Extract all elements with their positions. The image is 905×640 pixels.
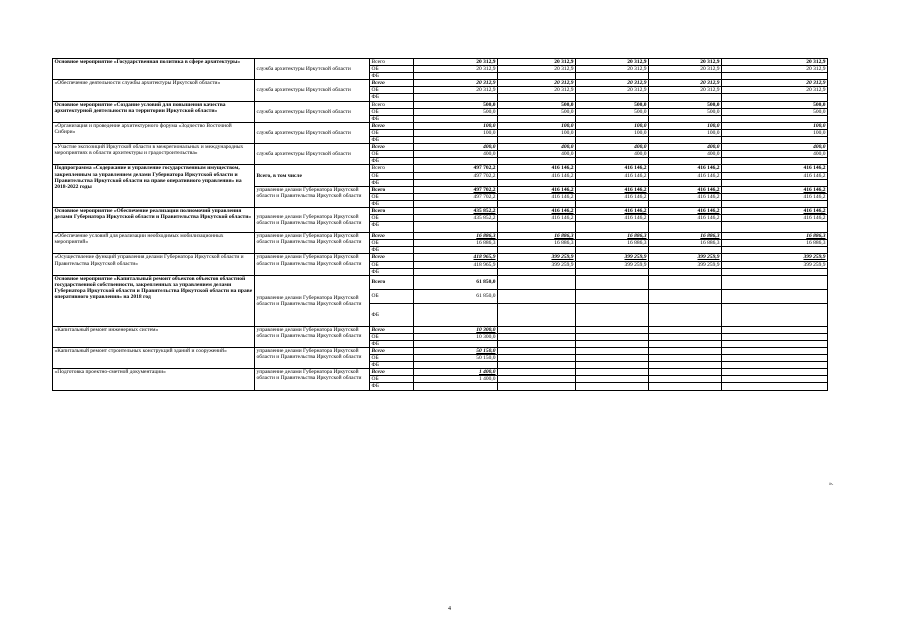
- amount-cell: 416 146,2: [498, 172, 576, 179]
- funding-source: ОБ: [370, 376, 414, 383]
- amount-cell: 20 312,9: [649, 59, 722, 66]
- amount-cell: 416 146,2: [649, 186, 722, 193]
- end-quote-mark: ».: [829, 481, 834, 487]
- amount-cell: 20 312,9: [414, 59, 498, 66]
- funding-source: ФБ: [370, 383, 414, 390]
- amount-cell: 399 259,9: [649, 254, 722, 261]
- amount-cell: 10 300,0: [414, 333, 498, 340]
- amount-cell: 500,0: [649, 101, 722, 108]
- funding-source: Всего: [370, 101, 414, 108]
- amount-cell: 400,0: [722, 151, 828, 158]
- responsible-executor: служба архитектуры Иркутской области: [255, 80, 370, 101]
- funding-source: ФБ: [370, 222, 414, 233]
- funding-source: ФБ: [370, 115, 414, 122]
- amount-cell: 435 852,2: [414, 215, 498, 222]
- amount-cell: 416 146,2: [498, 207, 576, 214]
- responsible-executor: служба архитектуры Иркутской области: [255, 101, 370, 122]
- responsible-executor: управление делами Губернатора Иркутской области и Правительства Иркутской области: [255, 326, 370, 347]
- amount-cell: 16 886,3: [414, 233, 498, 240]
- funding-source: ОБ: [370, 66, 414, 73]
- responsible-executor: управление делами Губернатора Иркутской области и Правительства Иркутской области: [255, 207, 370, 232]
- amount-cell: 416 146,2: [722, 186, 828, 193]
- responsible-executor: управление делами Губернатора Иркутской области и Правительства Иркутской области: [255, 369, 370, 390]
- amount-cell: 20 312,9: [722, 80, 828, 87]
- amount-cell: 1 400,0: [414, 376, 498, 383]
- activity-label: «Подготовка проектно-сметной документации»: [53, 369, 255, 390]
- amount-cell: 20 312,9: [498, 66, 576, 73]
- funding-source: ОБ: [370, 129, 414, 136]
- amount-cell: 416 146,2: [498, 215, 576, 222]
- table-row: [53, 101, 828, 108]
- amount-cell: 50 150,0: [414, 355, 498, 362]
- table-row: [53, 254, 828, 261]
- amount-cell: 400,0: [649, 151, 722, 158]
- funding-source: ОБ: [370, 108, 414, 115]
- amount-cell: 416 146,2: [722, 193, 828, 200]
- responsible-executor: служба архитектуры Иркутской области: [255, 59, 370, 80]
- activity-label: «Обеспечение условий для реализации необходимых мобилизационных мероприятий»: [53, 233, 255, 254]
- budget-table: [52, 58, 828, 391]
- amount-cell: 20 312,9: [576, 59, 649, 66]
- amount-cell: 399 259,9: [649, 261, 722, 268]
- funding-source: ОБ: [370, 289, 414, 303]
- funding-source: Всего: [370, 165, 414, 172]
- amount-cell: 400,0: [576, 151, 649, 158]
- amount-cell: 399 259,9: [722, 261, 828, 268]
- funding-source: Всего: [370, 275, 414, 289]
- funding-source: ФБ: [370, 137, 414, 144]
- amount-cell: 20 312,9: [649, 66, 722, 73]
- amount-cell: 20 312,9: [649, 80, 722, 87]
- amount-cell: 500,0: [576, 108, 649, 115]
- amount-cell: 416 146,2: [498, 193, 576, 200]
- funding-source: Всего: [370, 186, 414, 193]
- funding-source: Всего: [370, 122, 414, 129]
- table-row: [53, 144, 828, 151]
- amount-cell: 416 146,2: [722, 207, 828, 214]
- amount-cell: 435 852,2: [414, 207, 498, 214]
- funding-source: Всего: [370, 326, 414, 333]
- amount-cell: 20 312,9: [414, 66, 498, 73]
- responsible-executor: служба архитектуры Иркутской области: [255, 122, 370, 143]
- table-row: [53, 165, 828, 172]
- amount-cell: 100,0: [649, 122, 722, 129]
- amount-cell: 50 150,0: [414, 348, 498, 355]
- funding-source: ФБ: [370, 73, 414, 80]
- amount-cell: 416 146,2: [576, 186, 649, 193]
- responsible-executor: управление делами Губернатора Иркутской области и Правительства Иркутской области: [255, 254, 370, 275]
- table-row: [53, 122, 828, 129]
- page-number: 4: [448, 606, 451, 612]
- amount-cell: 497 702,2: [414, 193, 498, 200]
- amount-cell: 418 965,9: [414, 254, 498, 261]
- amount-cell: 400,0: [576, 144, 649, 151]
- amount-cell: 20 312,9: [576, 87, 649, 94]
- amount-cell: 61 850,0: [414, 289, 498, 303]
- funding-source: Всего: [370, 348, 414, 355]
- funding-source: Всего: [370, 144, 414, 151]
- amount-cell: 416 146,2: [722, 215, 828, 222]
- amount-cell: 100,0: [722, 129, 828, 136]
- amount-cell: 500,0: [414, 101, 498, 108]
- table-row: [53, 233, 828, 240]
- subprogram-label: Подпрограмма «Содержание и управление государственным имуществом, закрепленным за управлением делами Губернатора Иркутской области и Правительства Иркутской области на праве оперативного управления» на 2018-2022 годы: [53, 165, 255, 208]
- funding-source: ОБ: [370, 261, 414, 268]
- amount-cell: 399 259,9: [576, 261, 649, 268]
- amount-cell: 100,0: [498, 129, 576, 136]
- funding-source: ОБ: [370, 215, 414, 222]
- amount-cell: 16 886,3: [498, 233, 576, 240]
- amount-cell: 100,0: [414, 122, 498, 129]
- amount-cell: 418 965,9: [414, 261, 498, 268]
- activity-label: «Организация и проведение архитектурного форума «Зодчество Восточной Сибири»: [53, 122, 255, 143]
- funding-source: Всего: [370, 80, 414, 87]
- amount-cell: 416 146,2: [576, 215, 649, 222]
- amount-cell: 20 312,9: [498, 80, 576, 87]
- amount-cell: 497 702,2: [414, 172, 498, 179]
- amount-cell: 16 886,3: [498, 240, 576, 247]
- amount-cell: 416 146,2: [498, 165, 576, 172]
- amount-cell: 100,0: [498, 122, 576, 129]
- amount-cell: 399 259,9: [722, 254, 828, 261]
- amount-cell: 100,0: [576, 122, 649, 129]
- funding-source: Всего: [370, 369, 414, 376]
- amount-cell: 416 146,2: [722, 172, 828, 179]
- amount-cell: 416 146,2: [649, 193, 722, 200]
- amount-cell: 416 146,2: [576, 165, 649, 172]
- amount-cell: 500,0: [722, 101, 828, 108]
- amount-cell: 416 146,2: [576, 193, 649, 200]
- amount-cell: 20 312,9: [414, 80, 498, 87]
- responsible-executor: управление делами Губернатора Иркутской области и Правительства Иркутской области: [255, 186, 370, 207]
- activity-label: «Участие экспозиций Иркутской области в межрегиональных и международных мероприятиях в области архитектуры и градостроительства»: [53, 144, 255, 165]
- funding-source: Всего: [370, 233, 414, 240]
- funding-source: Всего: [370, 59, 414, 66]
- funding-source: ФБ: [370, 247, 414, 254]
- amount-cell: 20 312,9: [414, 87, 498, 94]
- activity-label: «Обеспечение деятельности службы архитектуры Иркутской области»: [53, 80, 255, 101]
- amount-cell: 497 702,2: [414, 186, 498, 193]
- funding-source: ОБ: [370, 193, 414, 200]
- funding-source: Всего: [370, 207, 414, 214]
- table-row: [53, 348, 828, 355]
- amount-cell: 16 886,3: [649, 233, 722, 240]
- amount-cell: 500,0: [576, 101, 649, 108]
- funding-source: ФБ: [370, 158, 414, 165]
- activity-label: «Осуществление функций управления делами Губернатора Иркутской области и Правительства Иркутской области»: [53, 254, 255, 275]
- amount-cell: 16 886,3: [649, 240, 722, 247]
- table-row: [53, 326, 828, 333]
- table-row: [53, 369, 828, 376]
- amount-cell: 400,0: [649, 144, 722, 151]
- activity-label: Основное мероприятие «Капитальный ремонт объектов объектов областной государственной собственности, закрепленных за управлением делами Губернатора Иркутской области и Правительства Иркутской области на праве оперативного управления» на 2018 год: [53, 275, 255, 326]
- funding-source: ОБ: [370, 151, 414, 158]
- amount-cell: 400,0: [498, 151, 576, 158]
- table-row: [53, 207, 828, 214]
- amount-cell: 1 400,0: [414, 369, 498, 376]
- amount-cell: 416 146,2: [576, 172, 649, 179]
- responsible-executor: управление делами Губернатора Иркутской области и Правительства Иркутской области: [255, 233, 370, 254]
- amount-cell: 100,0: [649, 129, 722, 136]
- amount-cell: 20 312,9: [722, 66, 828, 73]
- activity-label: Основное мероприятие «Создание условий для повышения качества архитектурной деятельности на территории Иркутской области»: [53, 101, 255, 122]
- activity-label: «Капитальный ремонт строительных конструкций зданий и сооружений»: [53, 348, 255, 369]
- amount-cell: 416 146,2: [649, 215, 722, 222]
- activity-label: Основное мероприятие «Обеспечение реализации полномочий управления делами Губернатора Иркутской области и Правительства Иркутской области»: [53, 207, 255, 232]
- amount-cell: 20 312,9: [576, 66, 649, 73]
- amount-cell: 16 886,3: [576, 233, 649, 240]
- amount-cell: 16 886,3: [414, 240, 498, 247]
- amount-cell: 20 312,9: [722, 59, 828, 66]
- responsible-executor: Всего, в том числе: [255, 165, 370, 186]
- amount-cell: 416 146,2: [649, 172, 722, 179]
- funding-source: ФБ: [370, 179, 414, 186]
- responsible-executor: управление делами Губернатора Иркутской области и Правительства Иркутской области: [255, 275, 370, 326]
- responsible-executor: служба архитектуры Иркутской области: [255, 144, 370, 165]
- activity-label: «Капитальный ремонт инженерных систем»: [53, 326, 255, 347]
- table-row: [53, 275, 828, 289]
- amount-cell: 416 146,2: [576, 207, 649, 214]
- funding-source: ОБ: [370, 355, 414, 362]
- activity-label: Основное мероприятие «Государственная политика в сфере архитектуры»: [53, 59, 255, 80]
- funding-source: ОБ: [370, 172, 414, 179]
- amount-cell: 16 886,3: [722, 233, 828, 240]
- funding-source: ФБ: [370, 200, 414, 207]
- amount-cell: 500,0: [414, 108, 498, 115]
- table-row: [53, 59, 828, 66]
- amount-cell: 20 312,9: [576, 80, 649, 87]
- amount-cell: 500,0: [649, 108, 722, 115]
- amount-cell: 400,0: [722, 144, 828, 151]
- amount-cell: 20 312,9: [722, 87, 828, 94]
- funding-source: ФБ: [370, 303, 414, 326]
- amount-cell: 500,0: [722, 108, 828, 115]
- amount-cell: 400,0: [414, 151, 498, 158]
- funding-source: ФБ: [370, 340, 414, 347]
- amount-cell: 16 886,3: [722, 240, 828, 247]
- amount-cell: 399 259,9: [576, 254, 649, 261]
- amount-cell: 399 259,9: [498, 254, 576, 261]
- amount-cell: 20 312,9: [498, 59, 576, 66]
- funding-source: ФБ: [370, 94, 414, 101]
- funding-source: Всего: [370, 254, 414, 261]
- amount-cell: 100,0: [576, 129, 649, 136]
- amount-cell: 500,0: [498, 101, 576, 108]
- amount-cell: 100,0: [414, 129, 498, 136]
- amount-cell: 500,0: [498, 108, 576, 115]
- amount-cell: 399 259,9: [498, 261, 576, 268]
- amount-cell: 400,0: [498, 144, 576, 151]
- amount-cell: 416 146,2: [649, 207, 722, 214]
- amount-cell: 20 312,9: [498, 87, 576, 94]
- funding-source: ОБ: [370, 240, 414, 247]
- funding-source: ФБ: [370, 268, 414, 275]
- responsible-executor: управление делами Губернатора Иркутской области и Правительства Иркутской области: [255, 348, 370, 369]
- amount-cell: 400,0: [414, 144, 498, 151]
- funding-source: ОБ: [370, 333, 414, 340]
- table-row: [53, 80, 828, 87]
- amount-cell: 61 850,0: [414, 275, 498, 289]
- funding-source: ФБ: [370, 362, 414, 369]
- amount-cell: 100,0: [722, 122, 828, 129]
- amount-cell: 416 146,2: [722, 165, 828, 172]
- amount-cell: 16 886,3: [576, 240, 649, 247]
- amount-cell: 20 312,9: [649, 87, 722, 94]
- amount-cell: 10 300,0: [414, 326, 498, 333]
- funding-source: ОБ: [370, 87, 414, 94]
- amount-cell: 416 146,2: [649, 165, 722, 172]
- amount-cell: 497 702,2: [414, 165, 498, 172]
- amount-cell: 416 146,2: [498, 186, 576, 193]
